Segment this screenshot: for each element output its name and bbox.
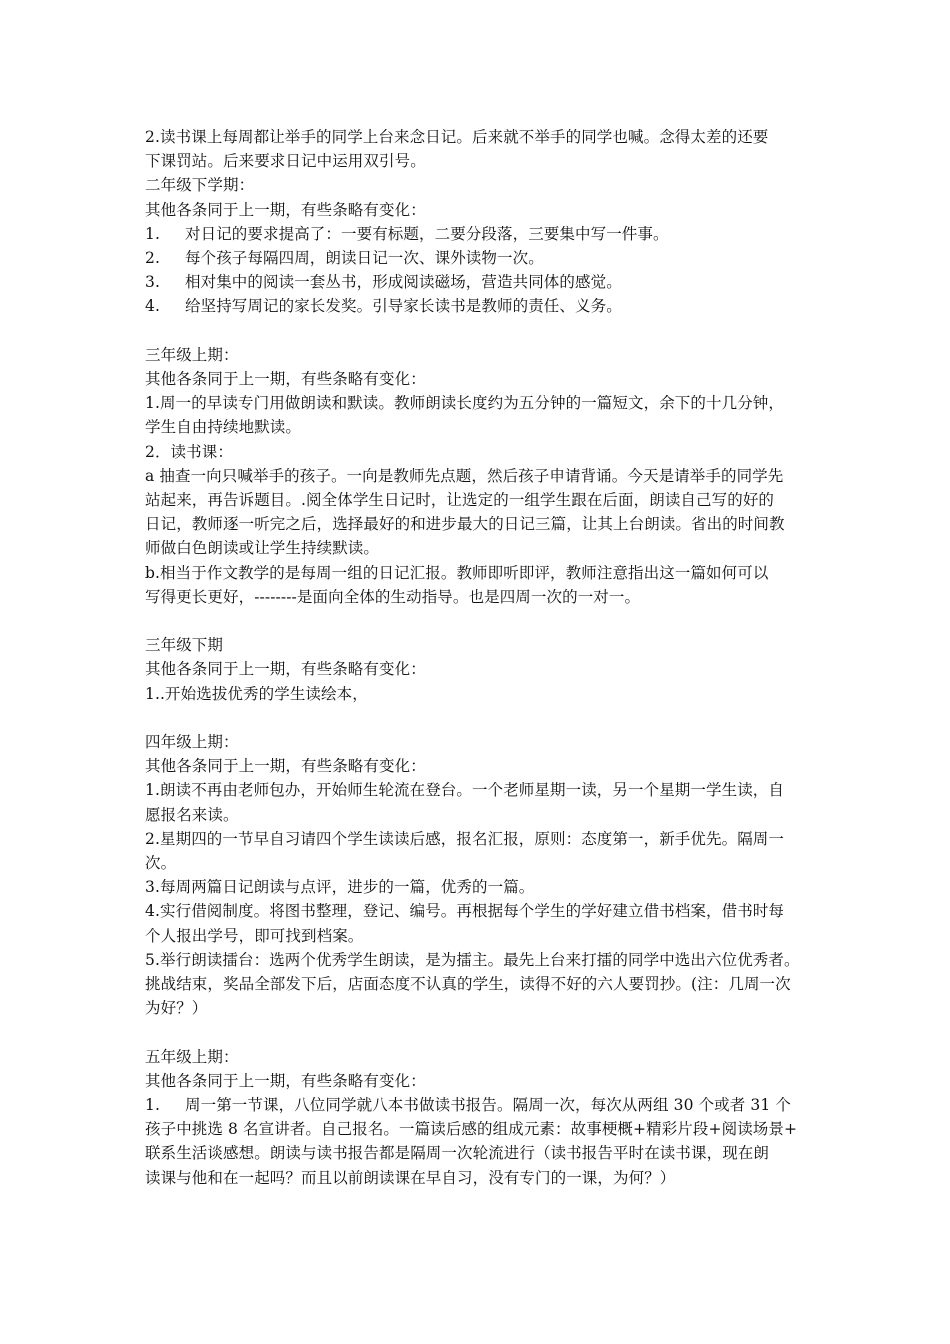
section-intro: 其他各条同于上一期，有些条略有变化： (145, 660, 426, 679)
section-intro: 其他各条同于上一期，有些条略有变化： (145, 370, 426, 389)
list-item (145, 222, 820, 246)
paragraph-line: 3.每周两篇日记朗读与点评，进步的一篇，优秀的一篇。 (145, 878, 535, 897)
paragraph-line: 2.读书课上每周都让举手的同学上台来念日记。后来就不举手的同学也喊。念得太差的还要 (145, 128, 769, 146)
blank-line (145, 609, 820, 633)
section-heading: 三年级下期 (145, 636, 224, 655)
list-item (145, 270, 820, 294)
paragraph-line: 联系生活谈感想。朗读与读书报告都是隔周一次轮流进行（读书报告平时在读书课，现在朗 (145, 1144, 770, 1163)
paragraph-line: 2．读书课： (145, 442, 233, 461)
list-number: 1. (145, 224, 160, 243)
paragraph-line: 读课与他和在一起吗？而且以前朗读课在早自习，没有专门的一课，为何？） (145, 1168, 676, 1187)
paragraph-line: 站起来，再告诉题目。.阅全体学生日记时，让选定的一组学生跟在后面，朗读自己写的好的 (145, 491, 775, 510)
blank-line (145, 706, 820, 730)
list-number: 3. (145, 273, 160, 292)
list-number: 2. (145, 249, 160, 268)
section-heading: 四年级上期： (145, 733, 239, 752)
paragraph-line: 次。 (145, 854, 177, 873)
paragraph-line: 1.周一的早读专门用做朗读和默读。教师朗读长度约为五分钟的一篇短文，余下的十几分钟， (145, 394, 784, 413)
section-intro: 其他各条同于上一期，有些条略有变化： (145, 757, 426, 776)
section-heading: 二年级下学期： (145, 176, 255, 195)
paragraph-line: 写得更长更好，--------是面向全体的生动指导。也是四周一次的一对一。 (145, 587, 641, 606)
paragraph-line: 1..开始选拔优秀的学生读绘本， (145, 684, 368, 703)
paragraph-line: 师做白色朗读或让学生持续默读。 (145, 539, 380, 558)
blank-line (145, 1020, 820, 1044)
list-number: 1. (145, 1096, 160, 1115)
paragraph-line: 下课罚站。后来要求日记中运用双引号。 (145, 152, 426, 171)
paragraph-line: a 抽查一向只喊举手的孩子。一向是教师先点题，然后孩子申请背诵。今天是请举手的同学先 (145, 466, 784, 485)
blank-line (145, 319, 820, 343)
list-text: 对日记的要求提高了：一要有标题，二要分段落，三要集中写一件事。 (185, 224, 669, 243)
list-item (145, 246, 820, 270)
section-intro: 其他各条同于上一期，有些条略有变化： (145, 200, 426, 219)
section-intro: 其他各条同于上一期，有些条略有变化： (145, 1071, 426, 1090)
section-heading: 三年级上期： (145, 345, 239, 364)
paragraph-line: 挑战结束，奖品全部发下后，店面态度不认真的学生，读得不好的六人要罚抄。(注：几周一次 (145, 975, 791, 994)
section-heading: 五年级上期： (145, 1047, 239, 1066)
paragraph-line: 1.朗读不再由老师包办，开始师生轮流在登台。一个老师星期一读，另一个星期一学生读，自 (145, 781, 784, 800)
list-item (145, 1093, 820, 1117)
list-text: 给坚持写周记的家长发奖。引导家长读书是教师的责任、义务。 (185, 297, 622, 316)
paragraph-line: 学生自由持续地默读。 (145, 418, 302, 437)
paragraph-line: 个人报出学号，即可找到档案。 (145, 926, 364, 945)
paragraph-line: 愿报名来读。 (145, 805, 239, 824)
paragraph-line: 日记，教师逐一听完之后，选择最好的和进步最大的日记三篇，让其上台朗读。省出的时间教 (145, 515, 785, 534)
list-text: 每个孩子每隔四周，朗读日记一次、课外读物一次。 (185, 249, 544, 268)
paragraph-line: 为好？） (145, 999, 208, 1018)
list-number: 4. (145, 297, 160, 316)
paragraph-line: b.相当于作文教学的是每周一组的日记汇报。教师即听即评，教师注意指出这一篇如何可以 (145, 563, 769, 582)
paragraph-line: 4.实行借阅制度。将图书整理，登记、编号。再根据每个学生的学好建立借书档案，借书时每 (145, 902, 784, 921)
list-item (145, 294, 820, 318)
list-text: 周一第一节课，八位同学就八本书做读书报告。隔周一次，每次从两组 30 个或者 31 个 (185, 1096, 791, 1115)
paragraph-line: 5.举行朗读擂台：选两个优秀学生朗读，是为擂主。最先上台来打擂的同学中选出六位优秀者。 (145, 950, 800, 969)
paragraph-line: 2.星期四的一节早自习请四个学生读读后感，报名汇报，原则：态度第一，新手优先。隔周一 (145, 829, 784, 848)
list-text: 相对集中的阅读一套丛书，形成阅读磁场，营造共同体的感觉。 (185, 273, 622, 292)
paragraph-line: 孩子中挑选 8 名宣讲者。自己报名。一篇读后感的组成元素：故事梗概+精彩片段+阅读场景+ (145, 1120, 798, 1139)
